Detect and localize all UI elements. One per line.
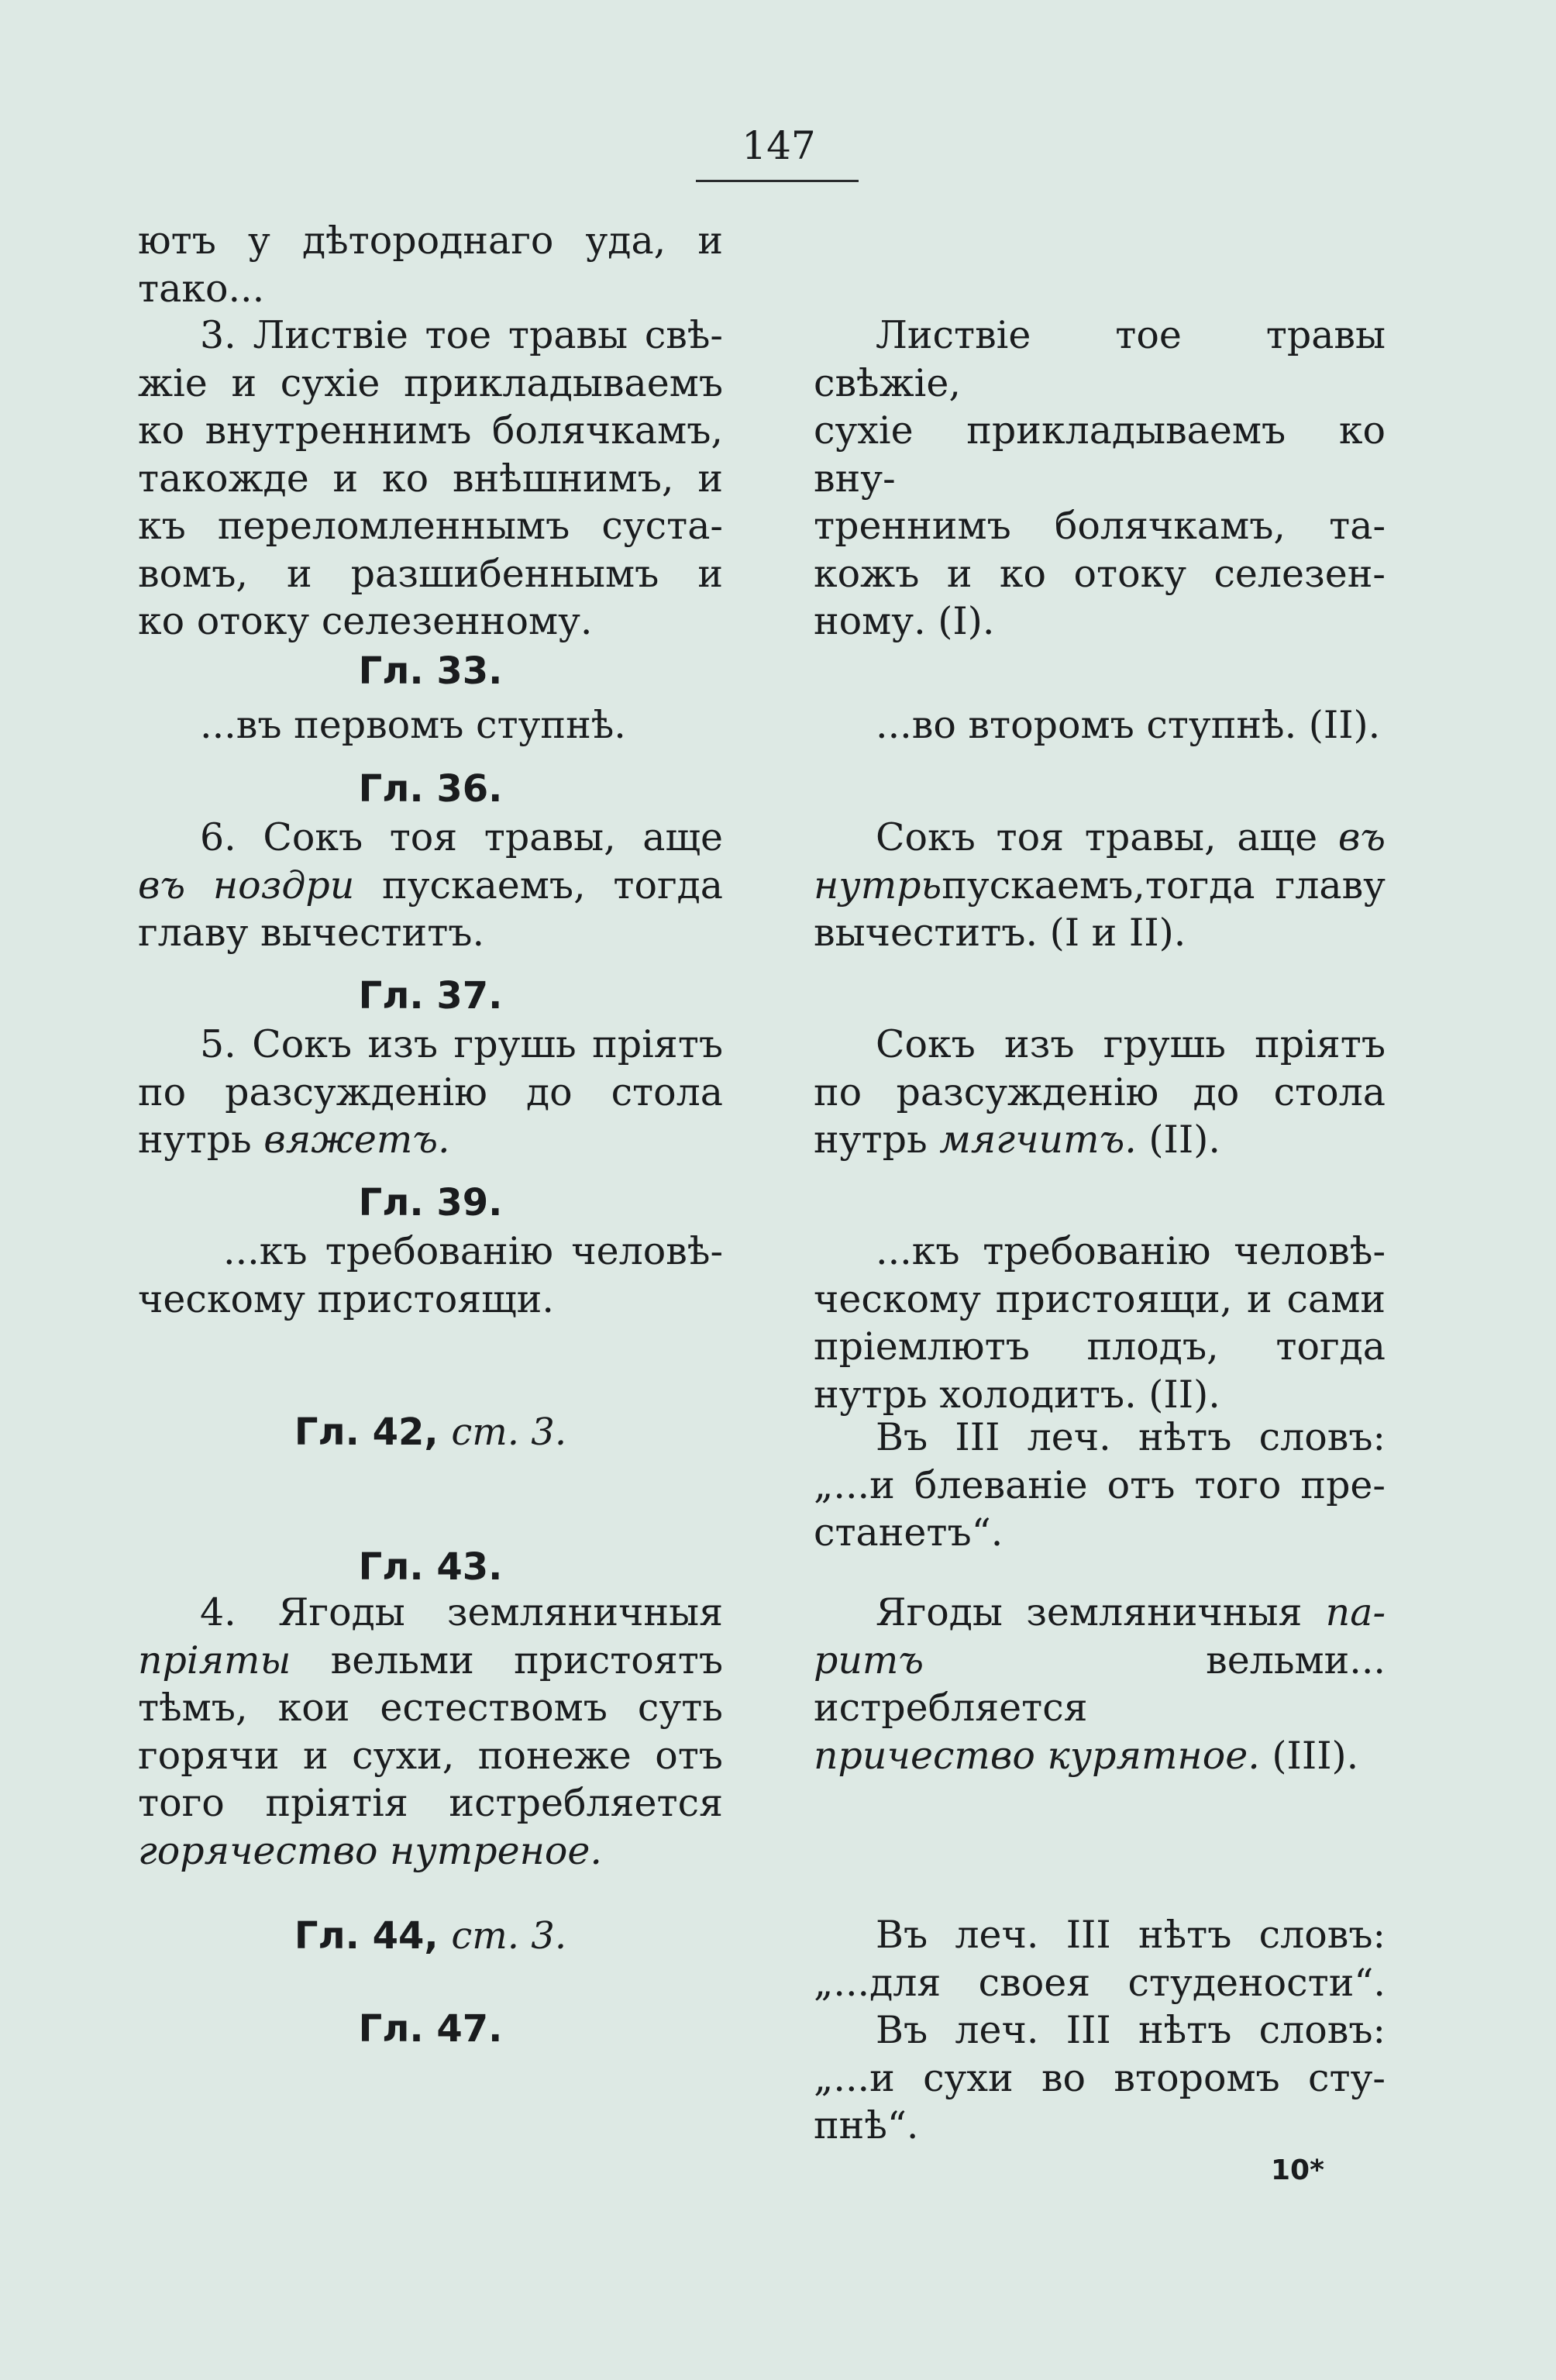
text-line: по разсужденію до стола [138,1069,723,1114]
text-line: ...къ требованію человѣ- [876,1229,1386,1273]
text-line: ...къ требованію человѣ- [223,1229,723,1273]
text-line: ческому пристоящи. [138,1276,554,1321]
chapter-heading-39: Гл. 39. [358,1181,503,1224]
page-number-rule [696,180,859,182]
text-line: по разсужденію до стола [814,1069,1386,1114]
left-text-block-2 [138,312,723,646]
text-line: кожъ и ко отоку селезен- [814,551,1386,596]
text-line: къ переломленнымъ суста- [138,504,723,548]
italic-text: горячество нутреное. [138,1828,602,1873]
text-line: Сокъ изъ грушь пріятъ [876,1022,1386,1066]
right-text-block-47 [814,2006,1386,2150]
right-text-block-42 [814,1414,1386,1557]
right-text-block-39 [814,1228,1386,1418]
right-text-block-2 [814,312,1386,646]
text-line [138,1827,723,1875]
text-line [814,1116,1386,1164]
italic-text: нутрь [814,863,942,908]
right-text-block-44 [814,1911,1386,2006]
right-text-block-43 [814,1589,1386,1779]
text-line: тѣмъ, кои естествомъ суть [138,1686,723,1730]
italic-text: въ ноздри [138,863,355,908]
text-line [138,862,723,910]
text-line [814,1732,1386,1780]
italic-text: па- [1325,1590,1386,1634]
right-text-block-33 [814,701,1386,749]
chapter-heading-43: Гл. 43. [358,1545,503,1589]
text-line: главу вычеститъ. [138,911,485,955]
heading-verse: ст. 3. [451,1914,567,1958]
text-line: треннимъ болячкамъ, та- [814,504,1386,548]
text-run: вельми... истребляется [814,1638,1386,1730]
text-line [138,1637,723,1685]
text-line: ческому пристоящи, и сами [814,1276,1386,1321]
text-line: ютъ у дѣтороднаго уда, и [138,219,723,263]
text-line: нутрь холодитъ. (II). [814,1372,1220,1417]
chapter-heading-42 [138,1409,723,1455]
right-text-block-37 [814,1021,1386,1164]
text-run: (II). [1148,1118,1220,1162]
text-line: пріемлютъ плодъ, тогда [814,1324,1386,1369]
text-line: 6. Сокъ тоя травы, аще [200,815,723,859]
text-line: вомъ, и разшибеннымъ и [138,551,723,596]
text-line [814,814,1386,862]
text-line: сухіе прикладываемъ ко вну- [814,408,1386,501]
chapter-heading-33: Гл. 33. [358,649,503,693]
italic-text: въ [1337,815,1386,859]
italic-text: ритъ [814,1638,924,1683]
text-line: горячи и сухи, понеже отъ [138,1733,723,1778]
text-line: станетъ“. [814,1510,1003,1555]
heading-verse: ст. 3. [451,1410,567,1454]
text-line: 4. Ягоды земляничныя [200,1590,723,1634]
heading-label: Гл. 42, [294,1410,439,1454]
text-line: Листвіе тое травы свѣжіе, [814,313,1386,405]
italic-text: вяжетъ. [263,1118,450,1162]
left-text-block-33 [138,701,723,749]
text-line: „...и блеваніе отъ того пре- [814,1462,1386,1507]
text-line [814,862,1386,910]
text-line: Въ леч. III нѣтъ словъ: [876,2008,1386,2052]
text-line: тако... [138,266,265,311]
left-text-block-37 [138,1021,723,1164]
chapter-heading-37: Гл. 37. [358,974,503,1018]
chapter-heading-44 [138,1913,723,1959]
text-line: того пріятія истребляется [138,1781,723,1825]
text-line: ...въ первомъ ступнѣ. [200,703,626,747]
text-line: 3. Листвіе тое травы свѣ- [200,313,723,357]
text-run: Ягоды земляничныя [876,1590,1303,1634]
right-text-block-36 [814,814,1386,957]
left-text-block-39 [138,1228,723,1323]
chapter-heading-47: Гл. 47. [358,2007,503,2051]
text-run: нутрь [814,1118,928,1162]
left-text-block-36 [138,814,723,957]
text-line [814,1589,1386,1637]
text-line: Въ леч. III нѣтъ словъ: [876,1913,1386,1957]
text-line: Въ III леч. нѣтъ словъ: [876,1415,1386,1459]
signature-mark: 10* [1271,2154,1324,2186]
text-line: жіе и сухіе прикладываемъ [138,360,723,405]
text-line: ко отоку селезенному. [138,599,593,643]
italic-text: мягчитъ. [939,1118,1137,1162]
italic-text: пріяты [138,1638,291,1683]
left-text-block-1 [138,217,723,312]
text-line: пнѣ“. [814,2103,919,2148]
text-run: Сокъ тоя травы, аще [876,815,1318,859]
left-text-block-43 [138,1589,723,1875]
text-run: нутрь [138,1118,252,1162]
text-line: такожде и ко внѣшнимъ, и [138,456,723,501]
text-line: 5. Сокъ изъ грушь пріятъ [200,1022,723,1066]
text-line: „...для своея студености“. [814,1960,1386,2005]
text-run: пускаемъ, тогда [382,863,724,908]
text-line: „...и сухи во второмъ сту- [814,2055,1386,2100]
text-run: вельми пристоятъ [330,1638,724,1683]
text-line [814,1637,1386,1732]
italic-text: причество курятное. [814,1733,1260,1778]
chapter-heading-36: Гл. 36. [358,767,503,811]
text-run: (III). [1272,1733,1359,1778]
heading-label: Гл. 44, [294,1914,439,1958]
text-line: ко внутреннимъ болячкамъ, [138,408,723,453]
text-line: вычеститъ. (I и II). [814,911,1186,955]
text-line [138,1116,723,1164]
text-line: ному. (I). [814,599,995,643]
page-number: 147 [742,123,816,168]
text-run: пускаемъ,тогда главу [942,863,1386,908]
text-line: ...во второмъ ступнѣ. (II). [876,703,1381,747]
